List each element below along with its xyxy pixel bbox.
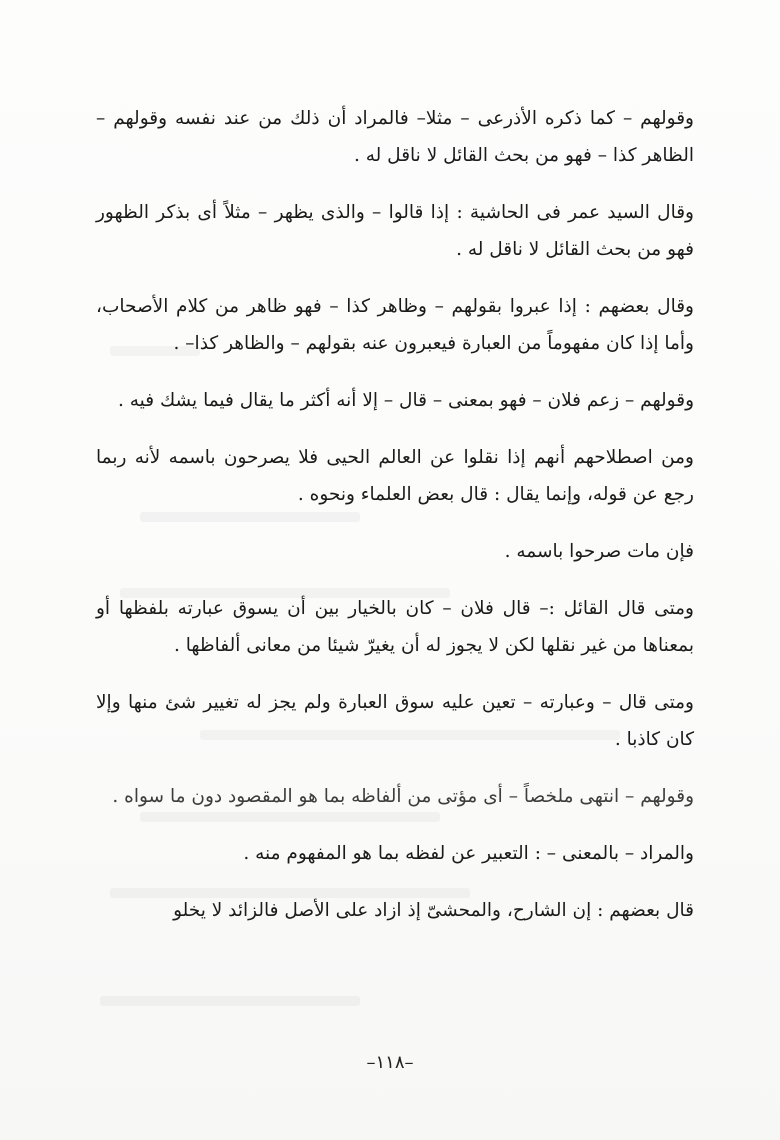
paragraph: وقولهم – كما ذكره الأذرعى – مثلا– فالمراد أن ذلك من عند نفسه وقولهم – الظاهر كذا – فهو من بحث القائل لا ناقل له .: [96, 108, 694, 166]
paragraph: وقال السيد عمر فى الحاشية : إذا قالوا – والذى يظهر – مثلاً أى بذكر الظهور فهو من بحث القائل لا ناقل له .: [96, 202, 694, 260]
page-number: –١١٨–: [366, 1052, 414, 1073]
paragraph: ومتى قال القائل :– قال فلان – كان بالخيار بين أن يسوق عبارته بلفظها أو بمعناها من غير نقلها لكن لا يجوز له أن يغيرّ شيئا من معانى ألفاظها .: [96, 598, 694, 656]
paragraph: ومتى قال – وعبارته – تعين عليه سوق العبارة ولم يجز له تغيير شئ منها وإلا كان كاذبا .: [96, 692, 694, 750]
bleed-through-mark: [100, 996, 360, 1006]
paragraph: وقال بعضهم : إذا عبروا بقولهم – وظاهر كذا – فهو ظاهر من كلام الأصحاب، وأما إذا كان مفهوماً من العبارة فيعبرون عنه بقولهم – والظاهر كذا– .: [96, 296, 694, 354]
paragraph: والمراد – بالمعنى – : التعبير عن لفظه بما هو المفهوم منه .: [243, 843, 694, 864]
paragraph: ومن اصطلاحهم أنهم إذا نقلوا عن العالم الحيى فلا يصرحون باسمه لأنه ربما رجع عن قوله، وإنما يقال : قال بعض العلماء ونحوه .: [96, 447, 694, 505]
paragraph: وقولهم – انتهى ملخصاً – أى مؤتى من ألفاظه بما هو المقصود دون ما سواه .: [112, 786, 694, 807]
paragraph: وقولهم – زعم فلان – فهو بمعنى – قال – إلا أنه أكثر ما يقال فيما يشك فيه .: [117, 390, 694, 411]
body-text: [96, 100, 694, 949]
paragraph: قال بعضهم : إن الشارح، والمحشىّ إذ ازاد على الأصل فالزائد لا يخلو: [173, 900, 694, 921]
paragraph: فإن مات صرحوا باسمه .: [504, 541, 694, 562]
